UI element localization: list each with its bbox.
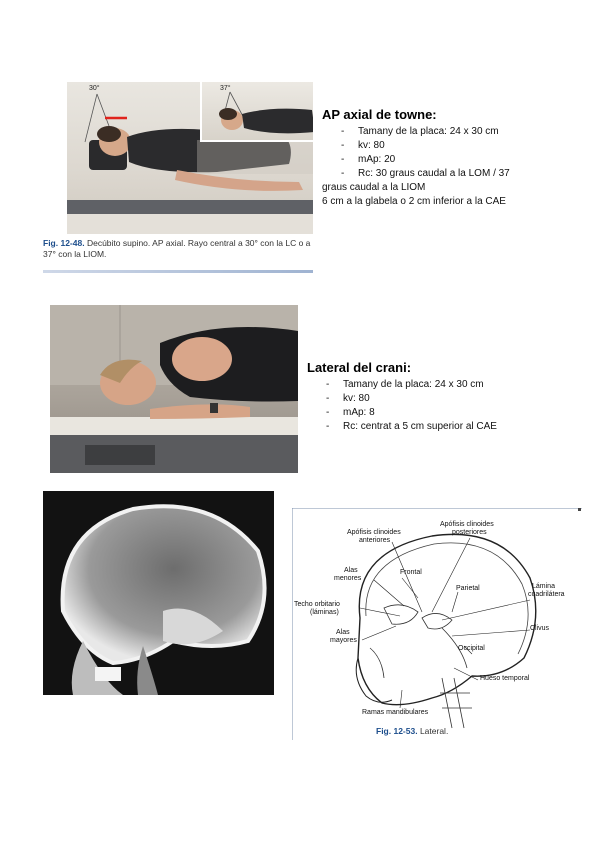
label-techo-orbitario-2: (láminas) <box>310 609 339 616</box>
ap-axial-heading: AP axial de towne: <box>322 107 437 122</box>
ap-axial-centering: 6 cm a la glabela o 2 cm inferior a la CAE <box>322 196 506 207</box>
label-lamina-2: cuadrilátera <box>528 591 565 598</box>
towne-inset-photo <box>200 82 313 142</box>
ap-axial-list <box>338 125 578 181</box>
label-techo-orbitario: Techo orbitario <box>294 601 340 608</box>
list-item: - mAp: 8 <box>323 406 573 420</box>
label-occipital: Occipital <box>458 645 485 652</box>
label-frontal: Frontal <box>400 569 422 576</box>
list-item: - kv: 80 <box>338 139 578 153</box>
figure-caption-12-48 <box>43 238 313 260</box>
figure-label: Fig. 12-53. <box>376 726 418 736</box>
label-apofisis-anteriores-2: anteriores <box>359 537 391 544</box>
lateral-heading: Lateral del crani: <box>307 360 412 375</box>
list-item: - Rc: 30 graus caudal a la LOM / 37 <box>338 167 578 181</box>
figure-caption-12-53 <box>376 726 448 737</box>
figure-caption-text: Decúbito supino. AP axial. Rayo central a 30° con la LC o a 37° con la LIOM. <box>43 238 311 259</box>
label-parietal: Parietal <box>456 585 480 592</box>
list-item: - kv: 80 <box>323 392 573 406</box>
list-item: - Rc: centrat a 5 cm superior al CAE <box>323 420 573 434</box>
label-apofisis-posteriores-2: posteriores <box>452 529 487 536</box>
label-ramas-mandibulares: Ramas mandibulares <box>362 709 429 716</box>
towne-positioning-photo <box>67 82 313 234</box>
label-clivus: Clivus <box>530 625 550 632</box>
lateral-skull-xray <box>43 491 274 695</box>
label-hueso-temporal: Hueso temporal <box>480 675 530 682</box>
list-item: - Tamany de la placa: 24 x 30 cm <box>338 125 578 139</box>
angle-label-30: 30° <box>89 85 100 92</box>
lateral-list <box>323 378 573 434</box>
list-item: - mAp: 20 <box>338 153 578 167</box>
list-item: - Tamany de la placa: 24 x 30 cm <box>323 378 573 392</box>
label-apofisis-anteriores: Apófisis clinoides <box>347 529 401 536</box>
caption-divider <box>43 270 313 273</box>
patient-prone-illustration <box>50 305 298 473</box>
figure-caption-text: Lateral. <box>419 726 449 736</box>
angle-label-37: 37° <box>220 85 231 92</box>
label-alas-menores: Alas <box>344 567 358 574</box>
label-alas-menores-2: menores <box>334 575 362 582</box>
skull-line-drawing <box>292 508 582 740</box>
xray-image <box>43 491 274 695</box>
label-alas-mayores: Alas <box>336 629 350 636</box>
skull-lateral-diagram <box>292 508 582 740</box>
lateral-positioning-photo <box>50 305 298 473</box>
label-apofisis-posteriores: Apófisis clinoides <box>440 521 494 528</box>
label-lamina: Lámina <box>532 583 555 590</box>
figure-label: Fig. 12-48. <box>43 238 85 248</box>
label-alas-mayores-2: mayores <box>330 637 357 644</box>
ap-axial-continuation: graus caudal a la LIOM <box>322 182 426 193</box>
